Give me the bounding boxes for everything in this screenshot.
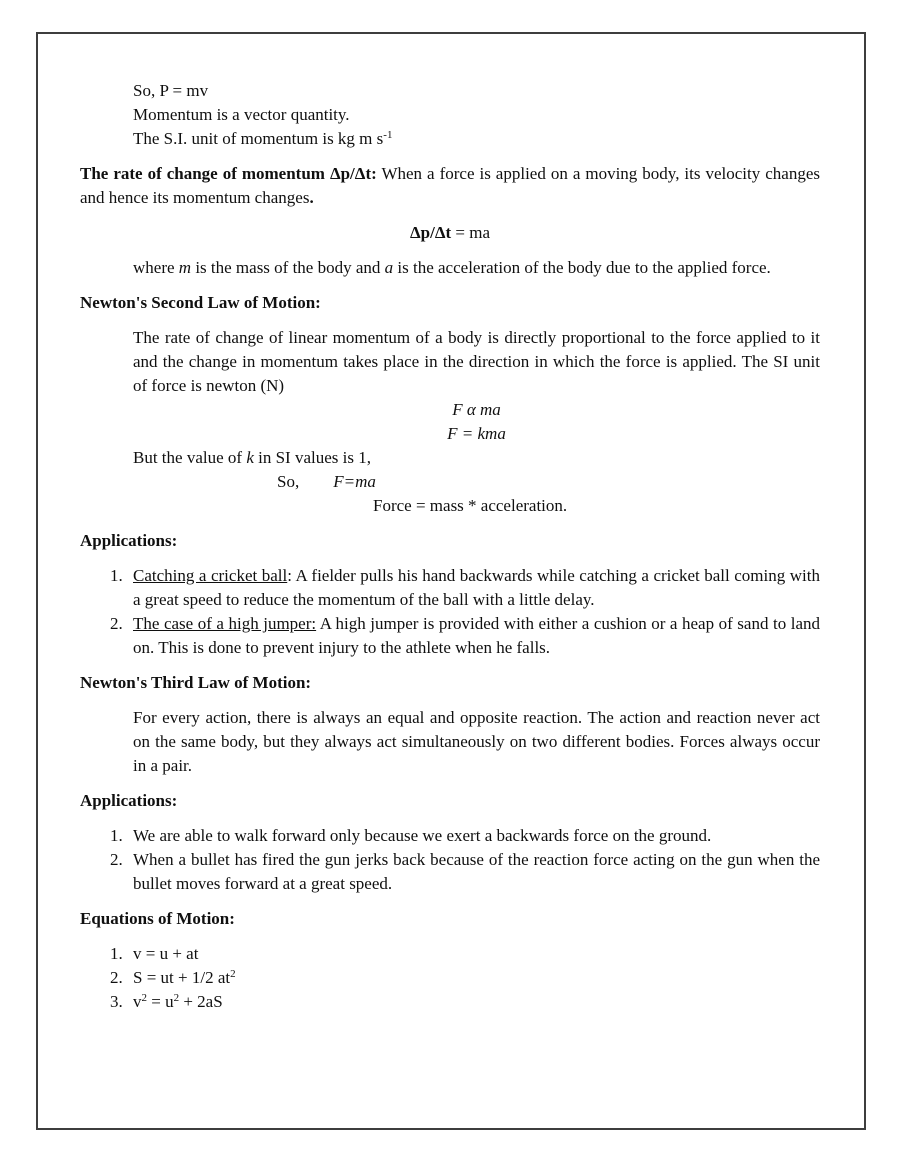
so-label: So, — [277, 472, 300, 491]
third-law-paragraph: For every action, there is always an equal and opposite reaction. The action and reaction never act on the same body, but they always act simultaneously on two different bodies. Forces always occur in a pair. — [133, 708, 820, 775]
applications-second-list — [80, 564, 820, 660]
list-item-number: 2. — [110, 614, 123, 633]
list-item — [110, 848, 820, 896]
list-item — [110, 966, 820, 990]
cricket-ball-underlined: Catching a cricket ball — [133, 566, 288, 585]
dp-dt-equation — [80, 221, 820, 245]
equation-superscript: 2 — [230, 968, 236, 980]
list-item — [110, 612, 820, 660]
kma-equation: F = kma — [447, 424, 506, 443]
equation-first — [133, 942, 820, 966]
so-fma-line — [277, 470, 820, 494]
where-t1: where — [133, 258, 179, 277]
equations-of-motion-heading: Equations of Motion: — [80, 909, 235, 928]
k-value-line — [133, 446, 820, 470]
list-item-text — [133, 612, 820, 660]
list-item — [110, 942, 820, 966]
rate-of-change-lead: The rate of change of momentum Δp/Δt: — [80, 164, 377, 183]
where-paragraph — [80, 256, 820, 280]
momentum-vector-line: Momentum is a vector quantity. — [133, 105, 350, 124]
equation-run: v — [133, 992, 142, 1011]
document-body — [38, 34, 864, 1014]
list-item-number: 2. — [110, 850, 123, 869]
k-line-t2: in SI values is 1, — [253, 448, 371, 467]
rate-of-change-period: . — [309, 188, 314, 207]
si-unit-text: The S.I. unit of momentum is kg m s — [133, 129, 384, 148]
momentum-si-unit-line — [133, 127, 820, 151]
equations-of-motion-list — [80, 942, 820, 1014]
list-item-number: 3. — [110, 992, 123, 1011]
momentum-intro-block — [133, 79, 820, 151]
applications-second-heading: Applications: — [80, 531, 178, 550]
where-var-a: a — [384, 258, 394, 277]
dp-dt-rest: = ma — [451, 223, 490, 242]
list-item-text — [133, 564, 820, 612]
where-t2: is the mass of the body and — [191, 258, 385, 277]
second-law-heading: Newton's Second Law of Motion: — [80, 293, 321, 312]
equation-run: S = ut + 1/2 at — [133, 968, 231, 987]
equation-third — [133, 990, 820, 1014]
cricket-ball-rest: : A fielder pulls his hand backwards while catching a cricket ball coming with a great speed to reduce the momentum of the ball with a little delay. — [133, 566, 820, 609]
list-item — [110, 824, 820, 848]
k-line-var-k: k — [246, 448, 254, 467]
third-law-heading: Newton's Third Law of Motion: — [80, 673, 312, 692]
rate-of-change-body: When a force is applied on a moving body, its velocity changes and hence its momentum changes — [80, 164, 820, 207]
momentum-formula-line: So, P = mv — [133, 81, 209, 100]
applications-third-list — [80, 824, 820, 896]
dp-dt-bold: Δp/Δt — [409, 223, 452, 242]
equation-run: v = u + at — [133, 944, 199, 963]
k-line-t1: But the value of — [133, 448, 247, 467]
where-t3: is the acceleration of the body due to the applied force. — [393, 258, 771, 277]
rate-of-change-paragraph — [80, 162, 820, 210]
list-item-text: When a bullet has fired the gun jerks back because of the reaction force acting on the gun when the bullet moves forward at a great speed. — [133, 850, 820, 893]
high-jumper-underlined: The case of a high jumper: — [133, 614, 317, 633]
second-law-paragraph: The rate of change of linear momentum of a body is directly proportional to the force applied to it and the change in momentum takes place in the direction in which the force is applied. The SI unit of force is newton (N) — [133, 328, 820, 395]
list-item — [110, 990, 820, 1014]
where-var-m: m — [178, 258, 192, 277]
list-item-text: We are able to walk forward only because we exert a backwards force on the ground. — [133, 826, 712, 845]
list-item-number: 1. — [110, 566, 123, 585]
force-mass-acceleration-line: Force = mass * acceleration. — [373, 496, 568, 515]
list-item-number: 1. — [110, 944, 123, 963]
equation-run: + 2aS — [179, 992, 223, 1011]
proportional-equation: F α ma — [452, 400, 501, 419]
page-frame — [36, 32, 866, 1130]
equation-superscript: 2 — [141, 992, 147, 1004]
equation-superscript: 2 — [173, 992, 180, 1004]
list-item-number: 1. — [110, 826, 123, 845]
equation-run: = u — [147, 992, 174, 1011]
fma-equation: F=ma — [333, 472, 376, 491]
list-item-number: 2. — [110, 968, 123, 987]
si-unit-superscript: -1 — [383, 129, 393, 141]
equation-second — [133, 966, 820, 990]
high-jumper-rest: A high jumper is provided with either a cushion or a heap of sand to land on. This is done to prevent injury to the athlete when he falls. — [133, 614, 820, 657]
applications-third-heading: Applications: — [80, 791, 178, 810]
list-item — [110, 564, 820, 612]
